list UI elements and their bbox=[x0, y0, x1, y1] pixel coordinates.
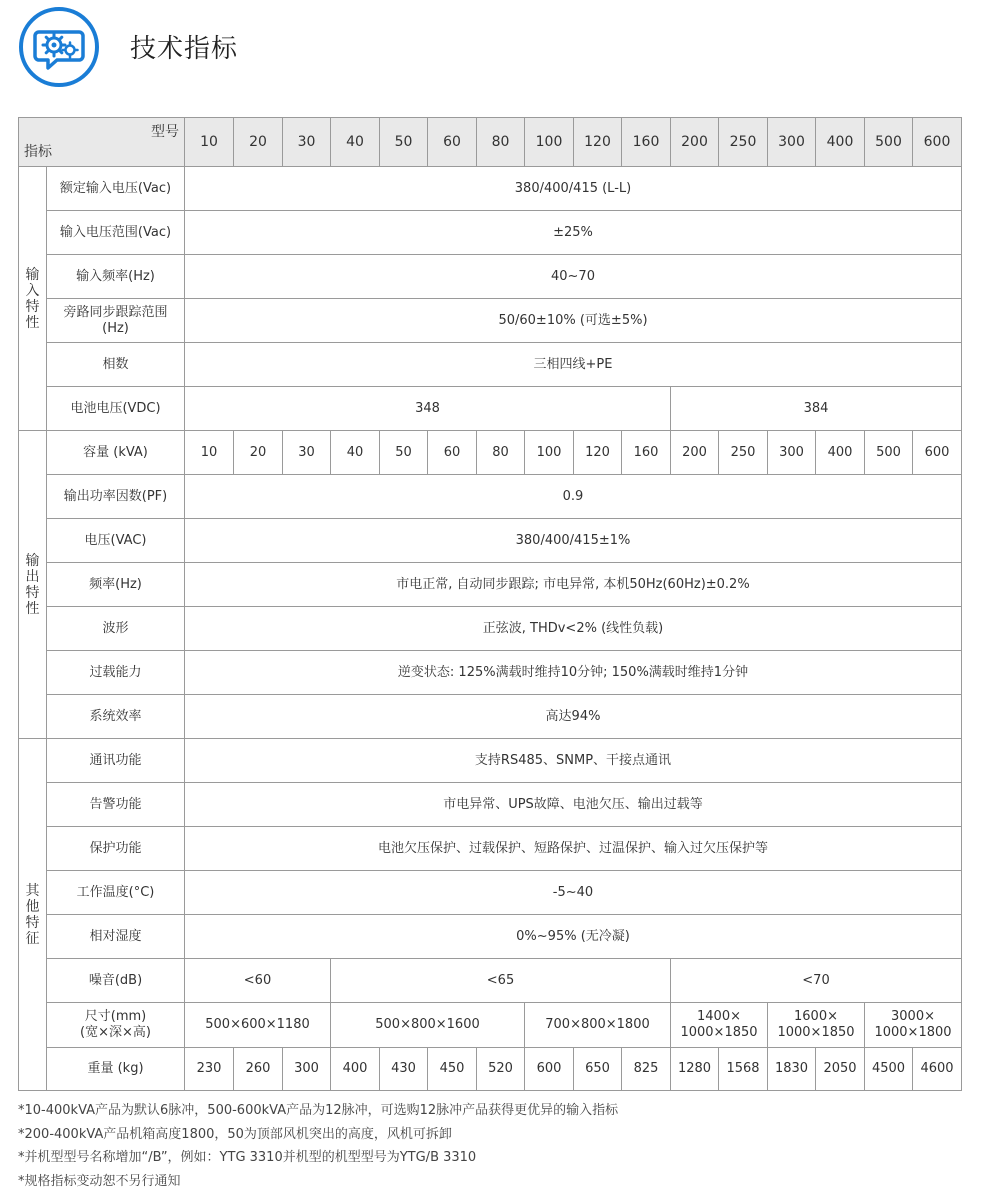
size-cell: 500×600×1180 bbox=[185, 1003, 331, 1048]
row-label: 输入频率(Hz) bbox=[47, 255, 185, 299]
table-row bbox=[19, 343, 962, 387]
model-header: 40 bbox=[331, 118, 380, 167]
table-row bbox=[19, 255, 962, 299]
capacity-cell: 30 bbox=[283, 431, 331, 475]
weight-cell: 600 bbox=[525, 1048, 574, 1091]
row-label: 系统效率 bbox=[47, 695, 185, 739]
table-row bbox=[19, 167, 962, 211]
table-row bbox=[19, 1048, 962, 1091]
row-value: 50/60±10% (可选±5%) bbox=[185, 299, 962, 343]
row-label: 容量 (kVA) bbox=[47, 431, 185, 475]
group-other-label: 其 他 特 征 bbox=[19, 739, 47, 1091]
model-header: 400 bbox=[816, 118, 865, 167]
model-header: 60 bbox=[428, 118, 477, 167]
weight-cell: 1568 bbox=[719, 1048, 768, 1091]
row-value: -5~40 bbox=[185, 871, 962, 915]
weight-cell: 1280 bbox=[671, 1048, 719, 1091]
row-value: 0%~95% (无冷凝) bbox=[185, 915, 962, 959]
table-row bbox=[19, 563, 962, 607]
weight-cell: 2050 bbox=[816, 1048, 865, 1091]
row-value: 电池欠压保护、过载保护、短路保护、过温保护、输入过欠压保护等 bbox=[185, 827, 962, 871]
row-label: 尺寸(mm) (宽×深×高) bbox=[47, 1003, 185, 1048]
size-cell: 1400× 1000×1850 bbox=[671, 1003, 768, 1048]
capacity-cell: 100 bbox=[525, 431, 574, 475]
row-value: 高达94% bbox=[185, 695, 962, 739]
row-label: 波形 bbox=[47, 607, 185, 651]
row-label: 相数 bbox=[47, 343, 185, 387]
model-header: 200 bbox=[671, 118, 719, 167]
row-label: 告警功能 bbox=[47, 783, 185, 827]
capacity-cell: 160 bbox=[622, 431, 671, 475]
table-row bbox=[19, 211, 962, 255]
capacity-cell: 10 bbox=[185, 431, 234, 475]
row-label: 通讯功能 bbox=[47, 739, 185, 783]
row-value: ±25% bbox=[185, 211, 962, 255]
row-label: 输出功率因数(PF) bbox=[47, 475, 185, 519]
model-header: 80 bbox=[477, 118, 525, 167]
capacity-cell: 60 bbox=[428, 431, 477, 475]
weight-cell: 520 bbox=[477, 1048, 525, 1091]
footnote: *规格指标变动恕不另行通知 bbox=[18, 1173, 181, 1189]
group-input-label: 输 入 特 性 bbox=[19, 167, 47, 431]
capacity-cell: 120 bbox=[574, 431, 622, 475]
table-row bbox=[19, 783, 962, 827]
capacity-cell: 200 bbox=[671, 431, 719, 475]
noise-cell: <60 bbox=[185, 959, 331, 1003]
table-row bbox=[19, 519, 962, 563]
corner-spec-label: 指标 bbox=[24, 144, 52, 160]
row-label: 工作温度(°C) bbox=[47, 871, 185, 915]
corner-model-label: 型号 bbox=[151, 124, 179, 140]
corner-cell bbox=[19, 118, 185, 167]
row-value: 380/400/415±1% bbox=[185, 519, 962, 563]
table-row bbox=[19, 1003, 962, 1048]
model-header: 10 bbox=[185, 118, 234, 167]
row-value: 三相四线+PE bbox=[185, 343, 962, 387]
table-row bbox=[19, 651, 962, 695]
weight-cell: 230 bbox=[185, 1048, 234, 1091]
row-label: 输入电压范围(Vac) bbox=[47, 211, 185, 255]
row-value: 40~70 bbox=[185, 255, 962, 299]
weight-cell: 4500 bbox=[865, 1048, 913, 1091]
weight-cell: 825 bbox=[622, 1048, 671, 1091]
row-value: 384 bbox=[671, 387, 962, 431]
capacity-cell: 50 bbox=[380, 431, 428, 475]
row-label: 过载能力 bbox=[47, 651, 185, 695]
row-label: 额定输入电压(Vac) bbox=[47, 167, 185, 211]
capacity-cell: 250 bbox=[719, 431, 768, 475]
footnotes bbox=[18, 1099, 618, 1193]
table-row bbox=[19, 827, 962, 871]
row-value: 市电异常、UPS故障、电池欠压、输出过载等 bbox=[185, 783, 962, 827]
weight-cell: 1830 bbox=[768, 1048, 816, 1091]
capacity-cell: 600 bbox=[913, 431, 962, 475]
capacity-cell: 500 bbox=[865, 431, 913, 475]
row-label: 电池电压(VDC) bbox=[47, 387, 185, 431]
page-header bbox=[18, 6, 978, 88]
size-cell: 500×800×1600 bbox=[331, 1003, 525, 1048]
row-label: 频率(Hz) bbox=[47, 563, 185, 607]
size-cell: 3000× 1000×1800 bbox=[865, 1003, 962, 1048]
model-header: 100 bbox=[525, 118, 574, 167]
weight-cell: 650 bbox=[574, 1048, 622, 1091]
spec-table bbox=[18, 117, 962, 1091]
capacity-cell: 20 bbox=[234, 431, 283, 475]
table-row bbox=[19, 607, 962, 651]
model-header: 250 bbox=[719, 118, 768, 167]
row-value: 支持RS485、SNMP、干接点通讯 bbox=[185, 739, 962, 783]
model-header: 160 bbox=[622, 118, 671, 167]
weight-cell: 260 bbox=[234, 1048, 283, 1091]
row-value: 0.9 bbox=[185, 475, 962, 519]
weight-cell: 430 bbox=[380, 1048, 428, 1091]
row-label: 噪音(dB) bbox=[47, 959, 185, 1003]
row-label: 重量 (kg) bbox=[47, 1048, 185, 1091]
footnote: *并机型型号名称增加“/B”，例如：YTG 3310并机型的机型型号为YTG/B 3310 bbox=[18, 1150, 477, 1165]
row-label: 电压(VAC) bbox=[47, 519, 185, 563]
model-header: 300 bbox=[768, 118, 816, 167]
row-label: 相对湿度 bbox=[47, 915, 185, 959]
model-header: 20 bbox=[234, 118, 283, 167]
model-header: 50 bbox=[380, 118, 428, 167]
model-header: 500 bbox=[865, 118, 913, 167]
table-row bbox=[19, 695, 962, 739]
table-row bbox=[19, 299, 962, 343]
row-value: 正弦波, THDv<2% (线性负载) bbox=[185, 607, 962, 651]
capacity-cell: 80 bbox=[477, 431, 525, 475]
table-row bbox=[19, 475, 962, 519]
noise-cell: <70 bbox=[671, 959, 962, 1003]
capacity-cell: 300 bbox=[768, 431, 816, 475]
model-header: 120 bbox=[574, 118, 622, 167]
table-row bbox=[19, 431, 962, 475]
capacity-cell: 40 bbox=[331, 431, 380, 475]
table-row bbox=[19, 387, 962, 431]
header-row bbox=[19, 118, 962, 167]
weight-cell: 4600 bbox=[913, 1048, 962, 1091]
table-row bbox=[19, 915, 962, 959]
weight-cell: 400 bbox=[331, 1048, 380, 1091]
capacity-cell: 400 bbox=[816, 431, 865, 475]
size-cell: 1600× 1000×1850 bbox=[768, 1003, 865, 1048]
model-header: 600 bbox=[913, 118, 962, 167]
model-header: 30 bbox=[283, 118, 331, 167]
size-cell: 700×800×1800 bbox=[525, 1003, 671, 1048]
row-label: 旁路同步跟踪范围 (Hz) bbox=[47, 299, 185, 343]
table-row bbox=[19, 871, 962, 915]
group-output-label: 输 出 特 性 bbox=[19, 431, 47, 739]
page-title: 技术指标 bbox=[130, 34, 239, 64]
gear-chat-icon bbox=[18, 6, 100, 88]
weight-cell: 450 bbox=[428, 1048, 477, 1091]
noise-cell: <65 bbox=[331, 959, 671, 1003]
row-value: 逆变状态: 125%满载时维持10分钟; 150%满载时维持1分钟 bbox=[185, 651, 962, 695]
row-value: 市电正常, 自动同步跟踪; 市电异常, 本机50Hz(60Hz)±0.2% bbox=[185, 563, 962, 607]
weight-cell: 300 bbox=[283, 1048, 331, 1091]
table-row bbox=[19, 739, 962, 783]
footnote: *200-400kVA产品机箱高度1800，50为顶部风机突出的高度，风机可拆卸 bbox=[18, 1126, 452, 1142]
row-label: 保护功能 bbox=[47, 827, 185, 871]
row-value: 348 bbox=[185, 387, 671, 431]
footnote: *10-400kVA产品为默认6脉冲，500-600kVA产品为12脉冲，可选购12脉冲产品获得更优异的输入指标 bbox=[18, 1103, 619, 1118]
row-value: 380/400/415 (L-L) bbox=[185, 167, 962, 211]
table-row bbox=[19, 959, 962, 1003]
